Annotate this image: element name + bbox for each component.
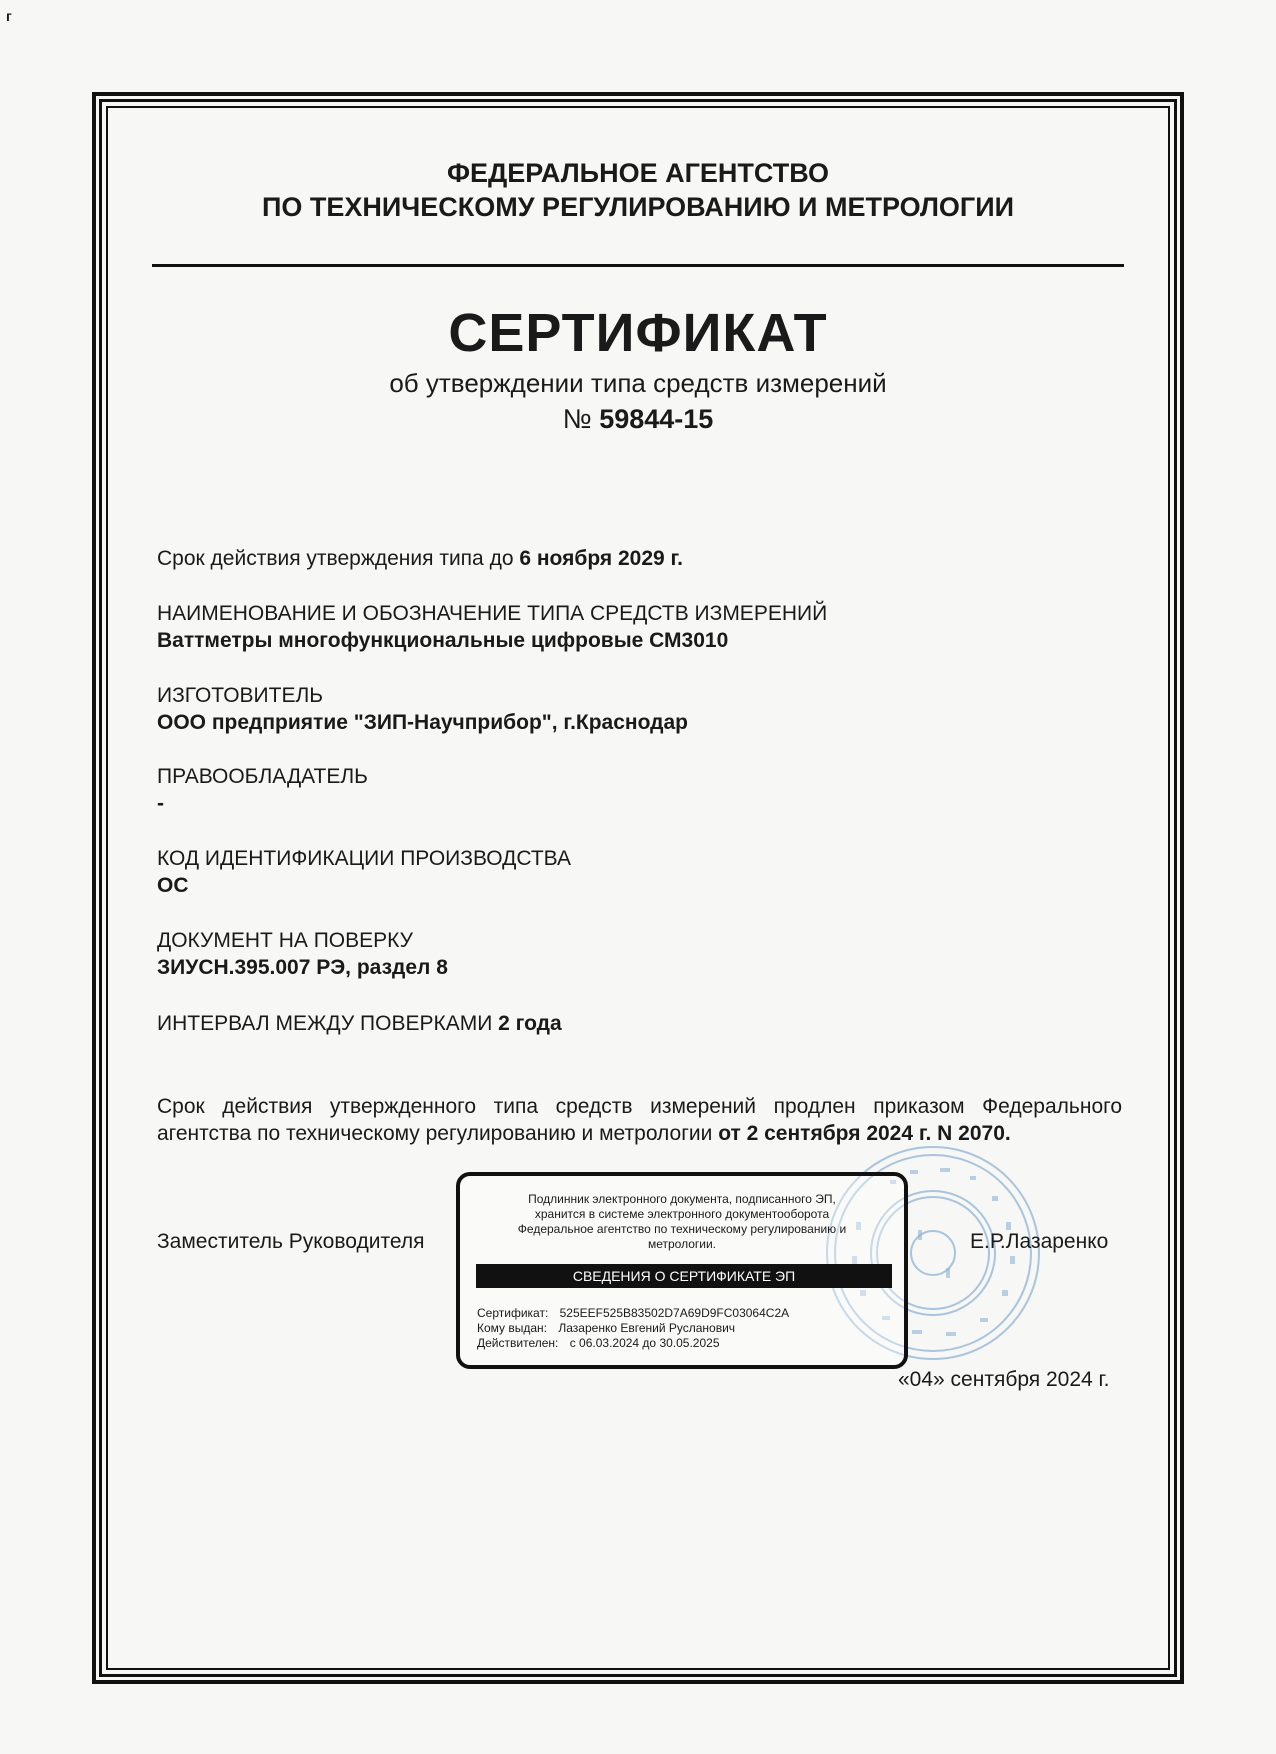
field-value: ЗИУСН.395.007 РЭ, раздел 8 bbox=[157, 956, 448, 979]
prolongation-order: от 2 сентября 2024 г. N 2070. bbox=[718, 1122, 1011, 1145]
corner-mark: г bbox=[6, 8, 12, 24]
certificate-info bbox=[477, 1306, 789, 1351]
note-line-3: Федеральное агентство по техническому регулированию и bbox=[517, 1222, 847, 1236]
header-divider bbox=[152, 264, 1124, 267]
field-label: КОД ИДЕНТИФИКАЦИИ ПРОИЗВОДСТВА bbox=[157, 847, 571, 870]
cert-owner-label: Кому выдан: bbox=[477, 1321, 548, 1335]
cert-validity-label: Действителен: bbox=[477, 1336, 559, 1350]
signature-date: «04» сентября 2024 г. bbox=[898, 1368, 1110, 1391]
field-value: ООО предприятие "ЗИП-Научприбор", г.Краснодар bbox=[157, 711, 688, 734]
note-line-1: Подлинник электронного документа, подписанного ЭП, bbox=[528, 1192, 836, 1206]
number-prefix: № bbox=[562, 404, 592, 434]
note-line-4: метрологии. bbox=[647, 1237, 717, 1251]
prolongation-text: Срок действия утвержденного типа средств измерений продлен приказом Федерального агентства по техническому регулированию и метрологии bbox=[157, 1095, 1122, 1145]
field-label: ПРАВООБЛАДАТЕЛЬ bbox=[157, 765, 368, 788]
note-line-2: хранится в системе электронного документооборота bbox=[534, 1207, 830, 1221]
agency-line-1: ФЕДЕРАЛЬНОЕ АГЕНТСТВО bbox=[446, 158, 830, 188]
field-label: ИЗГОТОВИТЕЛЬ bbox=[157, 684, 324, 707]
cert-validity-row bbox=[477, 1336, 789, 1351]
field-manufacturer bbox=[157, 682, 1127, 736]
interval-value: 2 года bbox=[498, 1012, 562, 1035]
field-value: - bbox=[157, 792, 164, 815]
signatory-position: Заместитель Руководителя bbox=[157, 1230, 425, 1253]
agency-name bbox=[150, 156, 1126, 224]
validity-value: 6 ноября 2029 г. bbox=[519, 547, 683, 570]
field-type-name bbox=[157, 600, 1127, 654]
document-subtitle: об утверждении типа средств измерений bbox=[389, 368, 887, 398]
agency-line-2: ПО ТЕХНИЧЕСКОМУ РЕГУЛИРОВАНИЮ И МЕТРОЛОГИИ bbox=[261, 192, 1015, 222]
field-label: ДОКУМЕНТ НА ПОВЕРКУ bbox=[157, 929, 413, 952]
number-value: 59844-15 bbox=[599, 404, 714, 434]
cert-validity-value: с 06.03.2024 до 30.05.2025 bbox=[569, 1336, 720, 1350]
field-value: Ваттметры многофункциональные цифровые СМ3010 bbox=[157, 629, 729, 652]
field-label: НАИМЕНОВАНИЕ И ОБОЗНАЧЕНИЕ ТИПА СРЕДСТВ ИЗМЕРЕНИЙ bbox=[157, 602, 828, 625]
field-value: ОС bbox=[157, 874, 189, 897]
cert-owner-value: Лазаренко Евгений Русланович bbox=[558, 1321, 736, 1335]
cert-serial-label: Сертификат: bbox=[477, 1306, 549, 1320]
electronic-signature-note bbox=[480, 1192, 884, 1252]
validity-label: Срок действия утверждения типа до bbox=[157, 547, 514, 570]
certificate-info-header: СВЕДЕНИЯ О СЕРТИФИКАТЕ ЭП bbox=[476, 1264, 892, 1288]
document-title: СЕРТИФИКАТ bbox=[448, 303, 828, 363]
cert-serial-row bbox=[477, 1306, 789, 1321]
validity-line bbox=[157, 545, 1127, 572]
verification-interval bbox=[157, 1010, 1127, 1037]
prolongation-paragraph bbox=[157, 1093, 1122, 1147]
field-production-code bbox=[157, 845, 1127, 899]
cert-serial-value: 525EEF525B83502D7A69D9FC03064C2A bbox=[559, 1306, 790, 1320]
interval-label: ИНТЕРВАЛ МЕЖДУ ПОВЕРКАМИ bbox=[157, 1012, 493, 1035]
cert-owner-row bbox=[477, 1321, 789, 1336]
signatory-name: Е.Р.Лазаренко bbox=[970, 1230, 1109, 1253]
field-rightholder bbox=[157, 763, 1127, 817]
electronic-signature-box bbox=[456, 1172, 908, 1369]
certificate-number bbox=[150, 402, 1126, 436]
field-verification-doc bbox=[157, 927, 1127, 981]
